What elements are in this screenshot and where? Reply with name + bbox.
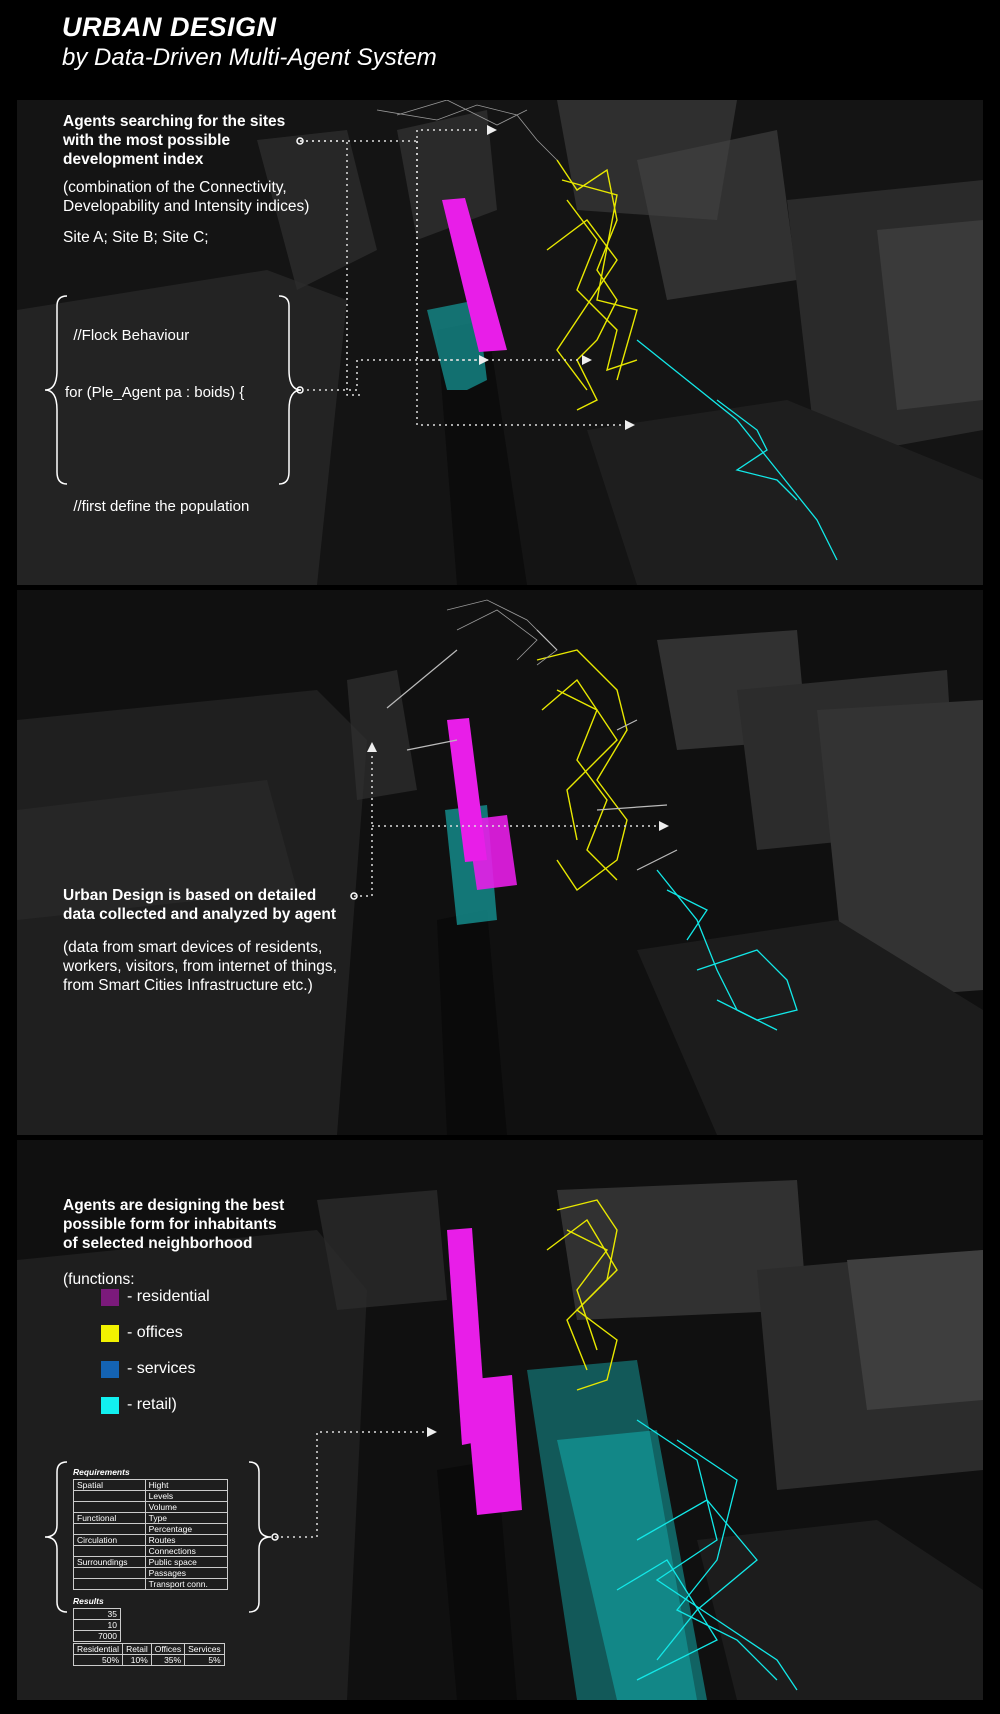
table-row <box>74 1535 228 1546</box>
function-percent: 35% <box>151 1655 184 1666</box>
heading-line: development index <box>63 151 204 168</box>
panel1-description <box>63 178 309 216</box>
panel2-heading <box>63 886 336 924</box>
requirement-category <box>74 1491 146 1502</box>
table-row <box>74 1480 228 1491</box>
table-row <box>74 1524 228 1535</box>
legend-item <box>101 1396 177 1414</box>
table-row <box>74 1631 121 1642</box>
heading-line: data collected and analyzed by agent <box>63 906 337 923</box>
table-row <box>74 1513 228 1524</box>
function-header: Services <box>185 1644 225 1655</box>
legend-swatch <box>101 1397 119 1414</box>
description-line: from Smart Cities Infrastructure etc.) <box>63 977 313 994</box>
legend-label: - offices <box>127 1324 183 1341</box>
page-title: URBAN DESIGN <box>62 12 277 42</box>
results-function-table <box>73 1643 225 1666</box>
requirement-category <box>74 1579 146 1590</box>
site-list: Site A; Site B; Site C; <box>63 229 209 246</box>
heading-line: with the most possible <box>63 132 231 149</box>
legend-item <box>101 1288 210 1306</box>
flock-code-block <box>65 288 250 585</box>
requirement-category <box>74 1546 146 1557</box>
table-row <box>74 1502 228 1513</box>
description-line: workers, visitors, from internet of things, <box>63 958 337 975</box>
table-row <box>74 1546 228 1557</box>
requirement-item: Type <box>145 1513 227 1524</box>
requirement-item: Connections <box>145 1546 227 1557</box>
heading-line: Urban Design is based on detailed <box>63 887 317 904</box>
requirements-caption: Requirements <box>73 1467 130 1477</box>
panel1-heading <box>63 112 285 169</box>
heading-line: Agents are designing the best <box>63 1197 285 1214</box>
legend-label: - services <box>127 1360 196 1377</box>
requirement-category: Surroundings <box>74 1557 146 1568</box>
requirement-category <box>74 1524 146 1535</box>
table-row <box>74 1644 225 1655</box>
heading-line: of selected neighborhood <box>63 1235 253 1252</box>
panel-site-search <box>17 100 983 585</box>
requirement-category <box>74 1502 146 1513</box>
requirement-item: Levels <box>145 1491 227 1502</box>
requirements-table <box>73 1479 228 1590</box>
panel2-description <box>63 938 337 995</box>
function-percent: 50% <box>74 1655 123 1666</box>
legend-label: - residential <box>127 1288 210 1305</box>
table-row <box>74 1491 228 1502</box>
code-line: for (Ple_Agent pa : boids) { <box>65 384 245 401</box>
function-header: Residential <box>74 1644 123 1655</box>
results-values-table <box>73 1608 121 1642</box>
panel-form-design <box>17 1140 983 1700</box>
requirement-item: Hight <box>145 1480 227 1491</box>
function-percent: 10% <box>123 1655 152 1666</box>
function-percent: 5% <box>185 1655 225 1666</box>
code-line <box>65 554 250 573</box>
requirement-category: Functional <box>74 1513 146 1524</box>
legend-swatch <box>101 1361 119 1378</box>
panel-data-analysis <box>17 590 983 1135</box>
table-row <box>74 1620 121 1631</box>
result-value: 10 <box>74 1620 121 1631</box>
table-row <box>74 1568 228 1579</box>
requirement-category <box>74 1568 146 1579</box>
requirement-item: Percentage <box>145 1524 227 1535</box>
results-caption: Results <box>73 1596 104 1606</box>
requirement-category: Spatial <box>74 1480 146 1491</box>
legend-item <box>101 1324 183 1342</box>
requirement-item: Public space <box>145 1557 227 1568</box>
heading-line: Agents searching for the sites <box>63 113 286 130</box>
requirement-item: Passages <box>145 1568 227 1579</box>
requirement-item: Routes <box>145 1535 227 1546</box>
requirement-item: Volume <box>145 1502 227 1513</box>
scene-illustration-2 <box>17 590 983 1135</box>
panel3-heading <box>63 1196 284 1253</box>
page-subtitle: by Data-Driven Multi-Agent System <box>62 44 437 71</box>
description-line: Developability and Intensity indices) <box>63 198 310 215</box>
table-row <box>74 1557 228 1568</box>
description-line: (combination of the Connectivity, <box>63 179 287 196</box>
table-row <box>74 1609 121 1620</box>
code-line: //Flock Behaviour <box>65 327 190 344</box>
result-value: 35 <box>74 1609 121 1620</box>
requirements-table-block <box>73 1465 245 1666</box>
function-header: Offices <box>151 1644 184 1655</box>
table-row <box>74 1655 225 1666</box>
code-line: //first define the population <box>65 498 250 515</box>
requirement-item: Transport conn. <box>145 1579 227 1590</box>
legend-label: - retail) <box>127 1396 177 1413</box>
table-row <box>74 1579 228 1590</box>
function-header: Retail <box>123 1644 152 1655</box>
functions-label: (functions: <box>63 1271 135 1288</box>
legend-swatch <box>101 1289 119 1306</box>
result-value: 7000 <box>74 1631 121 1642</box>
description-line: (data from smart devices of residents, <box>63 939 323 956</box>
legend-swatch <box>101 1325 119 1342</box>
code-line <box>65 440 250 459</box>
requirement-category: Circulation <box>74 1535 146 1546</box>
legend-item <box>101 1360 195 1378</box>
heading-line: possible form for inhabitants <box>63 1216 277 1233</box>
